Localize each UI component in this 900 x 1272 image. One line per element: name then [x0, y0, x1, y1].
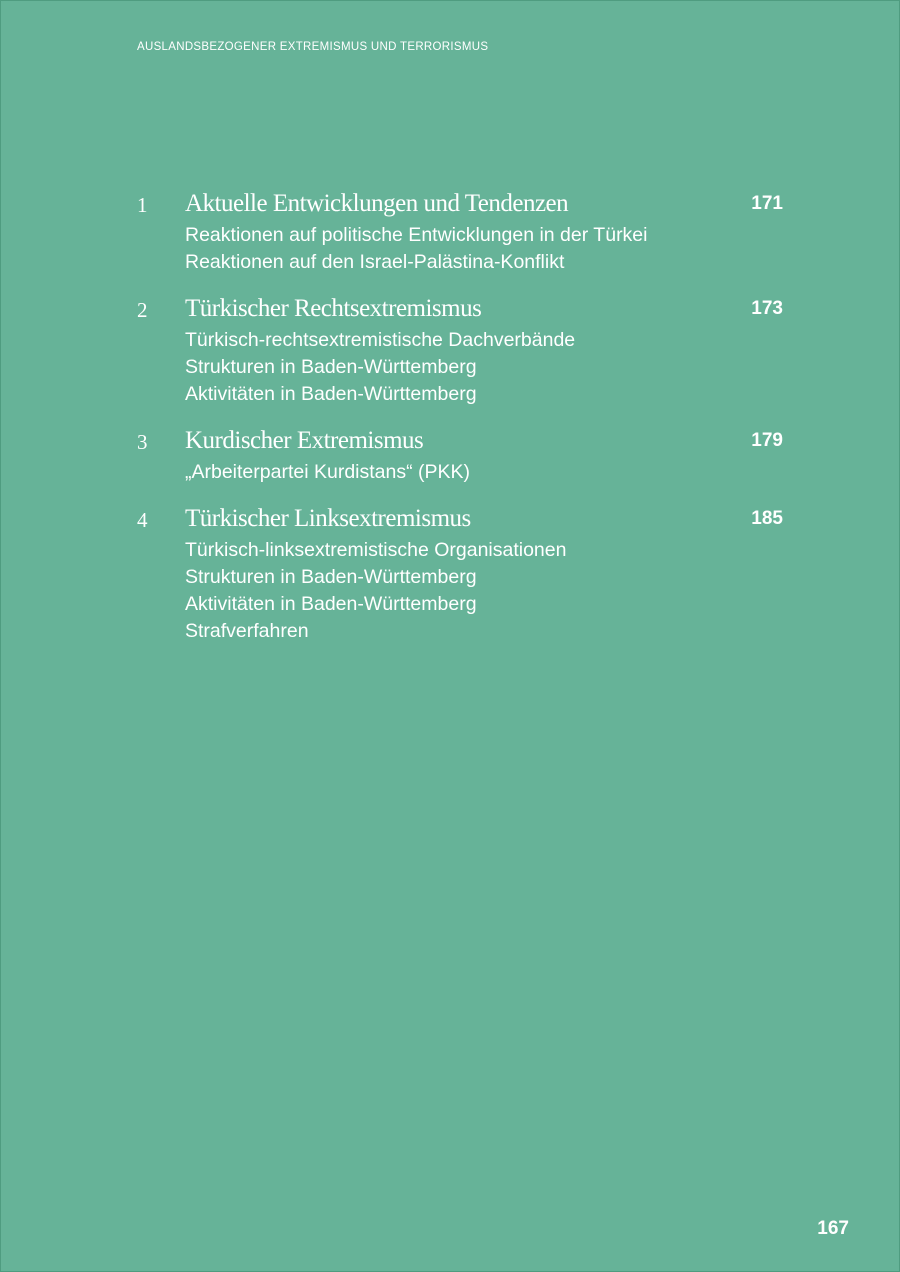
toc-section-number: 1 — [137, 193, 148, 217]
toc-section-heading — [137, 190, 787, 222]
toc-subitem[interactable]: Türkisch-linksextremistische Organisationen — [185, 539, 567, 561]
toc-section-number: 4 — [137, 508, 148, 532]
toc-section-3 — [137, 427, 787, 486]
toc-page-number[interactable]: 173 — [751, 298, 783, 319]
page-number: 167 — [817, 1218, 849, 1239]
toc-section-title[interactable]: Aktuelle Entwicklungen und Tendenzen — [185, 190, 569, 217]
toc-subitem-list — [137, 327, 787, 408]
toc-section-1 — [137, 190, 787, 276]
toc-subitem[interactable]: „Arbeiterpartei Kurdistans“ (PKK) — [185, 461, 471, 483]
toc-page-number[interactable]: 179 — [751, 430, 783, 451]
toc-subitem[interactable]: Aktivitäten in Baden-Württemberg — [185, 593, 477, 615]
toc-subitem[interactable]: Türkisch-rechtsextremistische Dachverbände — [185, 329, 576, 351]
toc-section-title[interactable]: Türkischer Linksextremismus — [185, 505, 471, 532]
toc-section-heading — [137, 427, 787, 459]
toc-subitem[interactable]: Strukturen in Baden-Württemberg — [185, 356, 477, 378]
toc-section-number: 3 — [137, 430, 148, 454]
toc-section-title[interactable]: Kurdischer Extremismus — [185, 427, 424, 454]
toc-subitem[interactable]: Aktivitäten in Baden-Württemberg — [185, 383, 477, 405]
toc-section-4 — [137, 505, 787, 645]
toc-section-title[interactable]: Türkischer Rechtsextremismus — [185, 295, 482, 322]
toc-subitem-list — [137, 537, 787, 645]
toc-page-number[interactable]: 185 — [751, 508, 783, 529]
toc-subitem[interactable]: Strafverfahren — [185, 620, 309, 642]
toc-page-number[interactable]: 171 — [751, 193, 783, 214]
toc-subitem[interactable]: Reaktionen auf den Israel-Palästina-Konflikt — [185, 251, 565, 273]
toc-section-number: 2 — [137, 298, 148, 322]
toc-section-heading — [137, 295, 787, 327]
toc-subitem[interactable]: Strukturen in Baden-Württemberg — [185, 566, 477, 588]
table-of-contents — [137, 190, 787, 664]
toc-subitem-list — [137, 459, 787, 486]
toc-subitem[interactable]: Reaktionen auf politische Entwicklungen in der Türkei — [185, 224, 648, 246]
toc-section-heading — [137, 505, 787, 537]
toc-section-2 — [137, 295, 787, 408]
toc-subitem-list — [137, 222, 787, 276]
running-head: AUSLANDSBEZOGENER EXTREMISMUS UND TERRORISMUS — [137, 41, 489, 53]
